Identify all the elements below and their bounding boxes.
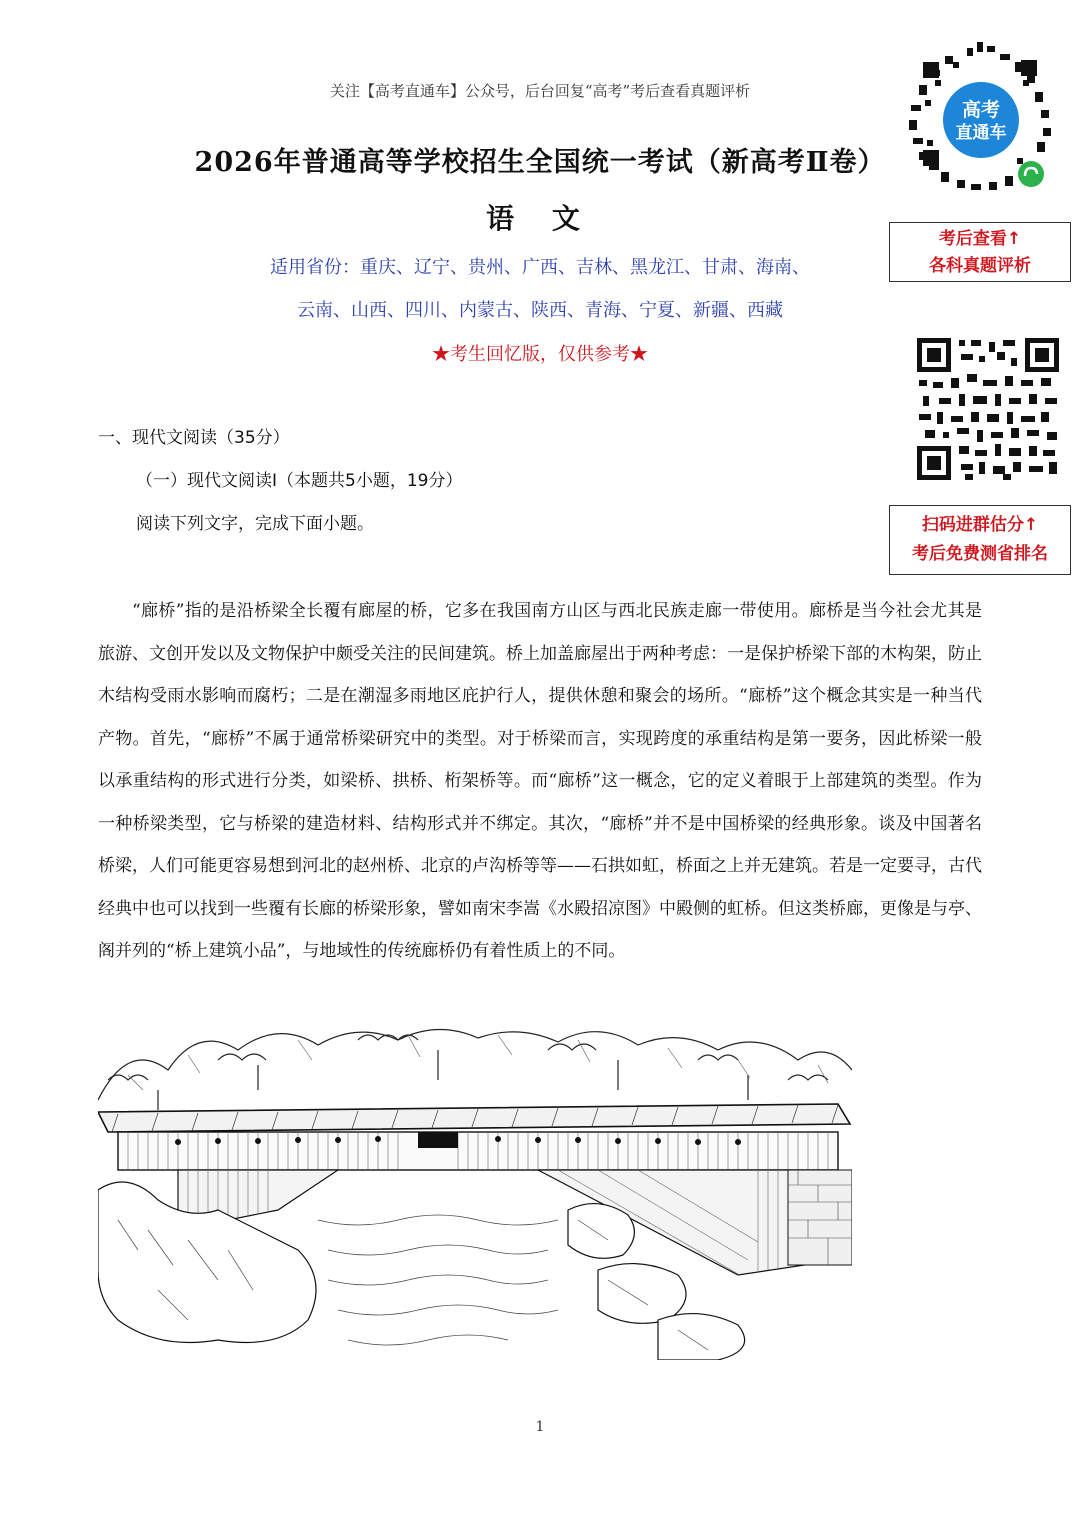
- subsection-heading: （一）现代文阅读Ⅰ（本题共5小题，19分）: [136, 471, 463, 491]
- reading-passage: [98, 590, 982, 973]
- edition-note: ★考生回忆版，仅供参考★: [432, 344, 648, 365]
- score-estimate-box: [889, 505, 1071, 575]
- section-heading: 一、现代文阅读（35分）: [98, 428, 290, 448]
- qr-logo-line1: 高考: [961, 99, 1001, 121]
- qr-logo-line2: 直通车: [955, 123, 1007, 143]
- mini-program-icon: [1018, 161, 1044, 187]
- mini-program-qr-code[interactable]: [905, 40, 1055, 195]
- exam-review-box: [889, 222, 1071, 282]
- box1-line1: 考后查看↑: [938, 229, 1022, 249]
- page-number: 1: [535, 1419, 545, 1435]
- reading-instruction: 阅读下列文字，完成下面小题。: [136, 514, 374, 534]
- box1-line2: 各科真题评析: [929, 256, 1031, 276]
- provinces-line-1: 适用省份：重庆、辽宁、贵州、广西、吉林、黑龙江、甘肃、海南、: [270, 257, 810, 278]
- header-note: 关注【高考直通车】公众号，后台回复“高考”考后查看真题评析: [329, 82, 751, 100]
- box2-line2: 考后免费测省排名: [912, 544, 1048, 564]
- provinces-line-2: 云南、山西、四川、内蒙古、陕西、青海、宁夏、新疆、西藏: [297, 300, 783, 321]
- exam-title: 2026年普通高等学校招生全国统一考试（新高考Ⅱ卷）: [194, 147, 886, 178]
- box2-line1: 扫码进群估分↑: [921, 515, 1039, 535]
- passage-paragraph: “廊桥”指的是沿桥梁全长覆有廊屋的桥，它多在我国南方山区与西北民族走廊一带使用。廊桥是当今社会尤其是旅游、文创开发以及文物保护中颇受关注的民间建筑。桥上加盖廊屋出于两种考虑：一是保护桥梁下部的木构架，防止木结构受雨水影响而腐朽；二是在潮湿多雨地区庇护行人，提供休憩和聚会的场所。“廊桥”这个概念其实是一种当代产物。首先，“廊桥”不属于通常桥梁研究中的类型。对于桥梁而言，实现跨度的承重结构是第一要务，因此桥梁一般以承重结构的形式进行分类，如梁桥、拱桥、桁架桥等。而“廊桥”这一概念，它的定义着眼于上部建筑的类型。作为一种桥梁类型，它与桥梁的建造材料、结构形式并不绑定。其次，“廊桥”并不是中国桥梁的经典形象。谈及中国著名桥梁，人们可能更容易想到河北的赵州桥、北京的卢沟桥等等——石拱如虹，桥面之上并无建筑。若是一定要寻，古代经典中也可以找到一些覆有长廊的桥梁形象，譬如南宋李嵩《水殿招凉图》中殿侧的虹桥。但这类桥廊，更像是与亭、阁并列的“桥上建筑小品”，与地域性的传统廊桥仍有着性质上的不同。: [98, 601, 982, 961]
- covered-bridge-illustration: [98, 1020, 852, 1360]
- subject-title: 语 文: [486, 202, 594, 235]
- group-qr-code[interactable]: [917, 338, 1059, 480]
